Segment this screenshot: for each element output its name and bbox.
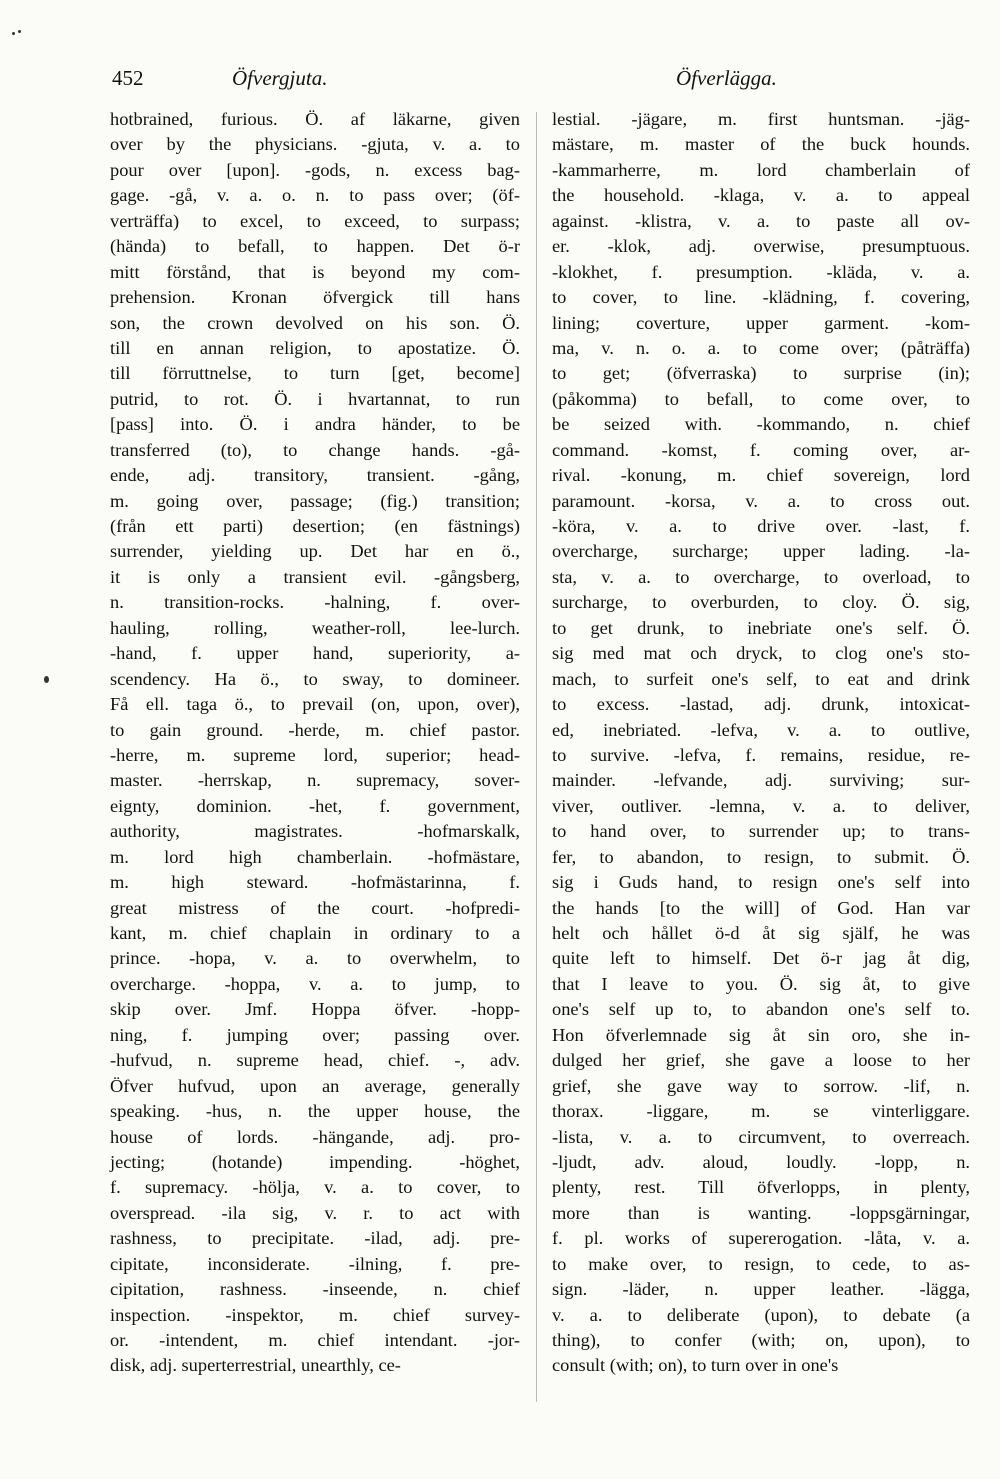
scan-speck [44, 676, 49, 683]
text-line: mitt förstånd, that is beyond my com- [110, 261, 520, 282]
text-line: rival. -konung, m. chief sovereign, lord [552, 465, 970, 486]
text-line: paramount. -korsa, v. a. to cross out. [552, 490, 970, 511]
text-line: over by the physicians. -gjuta, v. a. to [110, 134, 520, 155]
text-line: that I leave to you. Ö. sig åt, to give [552, 973, 970, 994]
text-line: lestial. -jägare, m. first huntsman. -jäg- [552, 109, 970, 129]
text-line: prehension. Kronan öfvergick till hans [110, 287, 520, 308]
text-line: -klokhet, f. presumption. -kläda, v. a. [552, 261, 970, 282]
text-line: overcharge. -hoppa, v. a. to jump, to [110, 973, 520, 994]
text-line: grief, she gave way to sorrow. -lif, n. [552, 1075, 970, 1096]
text-line: Hon öfverlemnade sig åt sin oro, she in- [552, 1024, 970, 1045]
text-line: hotbrained, furious. Ö. af läkarne, given [110, 109, 520, 129]
text-line: rashness, to precipitate. -ilad, adj. pre- [110, 1228, 520, 1249]
text-line: ma, v. n. o. a. to come over; (påträffa) [552, 337, 970, 358]
text-line: Öfver hufvud, upon an average, generally [110, 1075, 520, 1096]
text-line: -hufvud, n. supreme head, chief. -, adv. [110, 1050, 520, 1071]
text-line: one's self up to, to abandon one's self to. [552, 999, 970, 1020]
text-line: to gain ground. -herde, m. chief pastor. [110, 719, 520, 740]
text-line: till förruttnelse, to turn [get, become] [110, 363, 520, 384]
text-line: disk, adj. superterrestrial, unearthly, ce- [110, 1355, 401, 1376]
scan-speck [18, 30, 21, 33]
text-line: it is only a transient evil. -gångsberg, [110, 566, 520, 587]
text-line: Få ell. taga ö., to prevail (on, upon, over), [110, 694, 520, 715]
text-line: n. transition-rocks. -halning, f. over- [110, 592, 520, 613]
text-line: hauling, rolling, weather-roll, lee-lurch. [110, 617, 520, 638]
text-line: son, the crown devolved on his son. Ö. [110, 312, 520, 333]
text-line: overspread. -ila sig, v. r. to act with [110, 1202, 520, 1223]
text-line: authority, magistrates. -hofmarskalk, [110, 821, 520, 842]
text-line: or. -intendent, m. chief intendant. -jor- [110, 1330, 520, 1350]
text-line: be seized with. -kommando, n. chief [552, 414, 970, 435]
text-line: cipitate, inconsiderate. -ilning, f. pre- [110, 1253, 520, 1274]
text-line: er. -klok, adj. overwise, presumptuous. [552, 236, 970, 257]
text-line: surrender, yielding up. Det har en ö., [110, 541, 520, 562]
text-line: [pass] into. Ö. i andra händer, to be [110, 414, 520, 435]
text-line: overcharge, surcharge; upper lading. -la- [552, 541, 970, 562]
text-line: (påkomma) to befall, to come over, to [552, 388, 970, 409]
text-line: m. lord high chamberlain. -hofmästare, [110, 846, 520, 867]
text-line: -kammarherre, m. lord chamberlain of [552, 159, 970, 180]
text-line: surcharge, to overburden, to cloy. Ö. sig, [552, 592, 970, 613]
right-column [552, 107, 970, 1379]
text-line: ende, adj. transitory, transient. -gång, [110, 465, 520, 486]
text-line: command. -komst, f. coming over, ar- [552, 439, 970, 460]
left-column [110, 107, 520, 1379]
text-line: speaking. -hus, n. the upper house, the [110, 1101, 520, 1122]
text-line: viver, outliver. -lemna, v. a. to deliver, [552, 795, 970, 816]
text-line: m. high steward. -hofmästarinna, f. [110, 872, 520, 893]
text-line: sig i Guds hand, to resign one's self into [552, 872, 970, 893]
text-line: pour over [upon]. -gods, n. excess bag- [110, 159, 520, 180]
text-line: to get drunk, to inebriate one's self. Ö. [552, 617, 970, 638]
text-line: to get; (öfverraska) to surprise (in); [552, 363, 970, 384]
text-line: cipitation, rashness. -inseende, n. chief [110, 1279, 520, 1300]
text-line: great mistress of the court. -hofpredi- [110, 897, 520, 918]
text-line: consult (with; on), to turn over in one's [552, 1355, 839, 1376]
running-title-left: Öfvergjuta. [232, 66, 328, 90]
text-line: lining; coverture, upper garment. -kom- [552, 312, 970, 333]
text-line: prince. -hopa, v. a. to overwhelm, to [110, 948, 520, 969]
text-line: quite left to himself. Det ö-r jag åt dig, [552, 948, 970, 969]
text-line: -hand, f. upper hand, superiority, a- [110, 643, 520, 664]
text-line: ning, f. jumping over; passing over. [110, 1024, 520, 1045]
text-line: against. -klistra, v. a. to paste all ov- [552, 210, 970, 231]
scan-speck [12, 32, 15, 35]
text-line: sta, v. a. to overcharge, to overload, to [552, 566, 970, 587]
text-line: (från ett parti) desertion; (en fästnings) [110, 516, 520, 536]
text-line: mästare, m. master of the buck hounds. [552, 134, 970, 155]
text-line: m. going over, passage; (fig.) transition; [110, 490, 520, 511]
text-line: jecting; (hotande) impending. -höghet, [110, 1151, 520, 1172]
text-line: -köra, v. a. to drive over. -last, f. [552, 516, 970, 536]
text-line: v. a. to deliberate (upon), to debate (a [552, 1304, 970, 1325]
text-line: thing), to confer (with; on, upon), to [552, 1330, 970, 1350]
text-line: verträffa) to excel, to exceed, to surpass; [110, 210, 520, 231]
text-line: mach, to surfeit one's self, to eat and drink [552, 668, 970, 689]
text-line: to make over, to resign, to cede, to as- [552, 1253, 970, 1274]
text-line: to cover, to line. -klädning, f. covering, [552, 287, 970, 308]
text-line: ed, inebriated. -lefva, v. a. to outlive, [552, 719, 970, 740]
text-line: to hand over, to surrender up; to trans- [552, 821, 970, 842]
text-line: inspection. -inspektor, m. chief survey- [110, 1304, 520, 1325]
text-line: to survive. -lefva, f. remains, residue, re- [552, 744, 970, 765]
text-line: sign. -läder, n. upper leather. -lägga, [552, 1279, 970, 1300]
text-line: scendency. Ha ö., to sway, to domineer. [110, 668, 520, 689]
text-line: helt och hållet ö-d åt sig själf, he was [552, 923, 970, 943]
text-line: to excess. -lastad, adj. drunk, intoxicat- [552, 694, 970, 715]
page-number: 452 [112, 66, 144, 90]
text-line: mainder. -lefvande, adj. surviving; sur- [552, 770, 970, 791]
text-line: dulged her grief, she gave a loose to her [552, 1050, 970, 1071]
text-line: master. -herrskap, n. supremacy, sover- [110, 770, 520, 791]
text-line: plenty, rest. Till öfverlopps, in plenty, [552, 1177, 970, 1198]
text-line: house of lords. -hängande, adj. pro- [110, 1126, 520, 1147]
running-title-right: Öfverlägga. [676, 66, 777, 90]
text-line: the household. -klaga, v. a. to appeal [552, 185, 970, 206]
text-line: (hända) to befall, to happen. Det ö-r [110, 236, 520, 257]
text-line: skip over. Jmf. Hoppa öfver. -hopp- [110, 999, 520, 1020]
text-line: sig med mat och dryck, to clog one's sto- [552, 643, 970, 664]
text-line: more than is wanting. -loppsgärningar, [552, 1202, 970, 1223]
text-line: f. pl. works of supererogation. -låta, v. a. [552, 1228, 970, 1249]
text-line: thorax. -liggare, m. se vinterliggare. [552, 1101, 970, 1122]
text-line: f. supremacy. -hölja, v. a. to cover, to [110, 1177, 520, 1198]
text-line: till en annan religion, to apostatize. Ö. [110, 337, 520, 358]
page-header [0, 66, 1000, 96]
column-gutter [536, 112, 537, 1402]
text-line: putrid, to rot. Ö. i hvartannat, to run [110, 388, 520, 409]
text-line: -herre, m. supreme lord, superior; head- [110, 744, 520, 765]
text-line: -ljudt, adv. aloud, loudly. -lopp, n. [552, 1151, 970, 1172]
text-line: kant, m. chief chaplain in ordinary to a [110, 923, 520, 943]
text-line: the hands [to the will] of God. Han var [552, 897, 970, 918]
text-line: -lista, v. a. to circumvent, to overreach. [552, 1126, 970, 1147]
text-line: gage. -gå, v. a. o. n. to pass over; (öf- [110, 185, 520, 206]
text-line: eignty, dominion. -het, f. government, [110, 795, 520, 816]
text-line: fer, to abandon, to resign, to submit. Ö. [552, 846, 970, 867]
text-line: transferred (to), to change hands. -gå- [110, 439, 520, 460]
